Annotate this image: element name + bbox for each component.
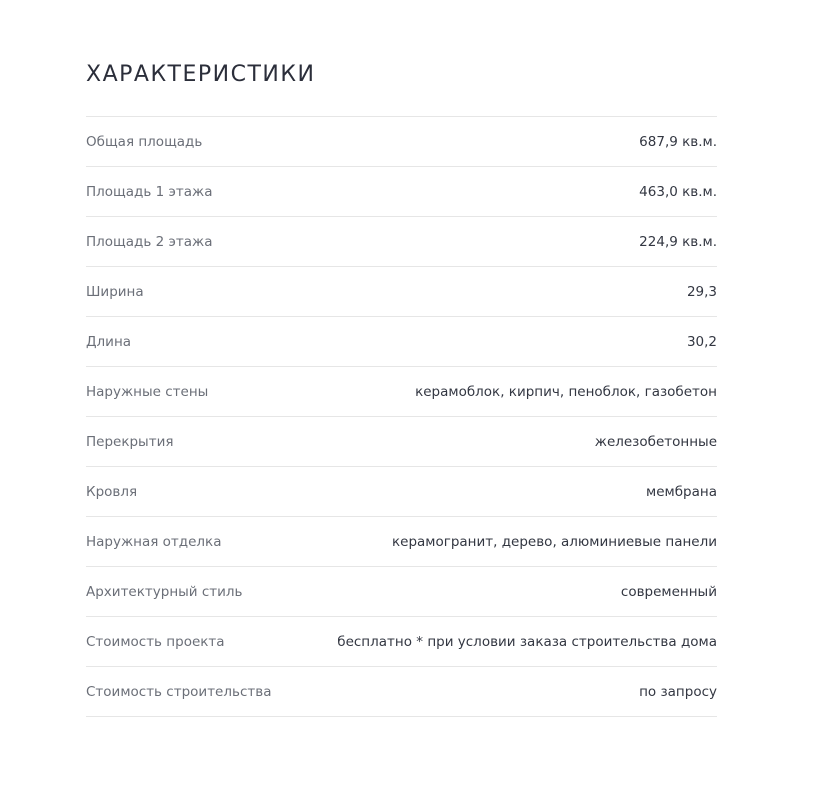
spec-label: Стоимость строительства (86, 683, 272, 700)
spec-value: 224,9 кв.м. (639, 233, 717, 250)
spec-value: железобетонные (594, 433, 717, 450)
spec-value: 687,9 кв.м. (639, 133, 717, 150)
section-title: ХАРАКТЕРИСТИКИ (86, 62, 316, 87)
spec-label: Площадь 1 этажа (86, 183, 213, 200)
spec-value: 463,0 кв.м. (639, 183, 717, 200)
spec-row-construction-cost (86, 667, 717, 717)
spec-value: 30,2 (686, 333, 717, 350)
spec-label: Площадь 2 этажа (86, 233, 213, 250)
spec-label: Общая площадь (86, 133, 203, 150)
spec-row-exterior-walls (86, 367, 717, 417)
spec-label: Кровля (86, 483, 138, 500)
spec-label: Длина (86, 333, 132, 350)
spec-value: современный (620, 583, 717, 600)
spec-value: керамоблок, кирпич, пеноблок, газобетон (415, 383, 717, 400)
spec-row-length (86, 317, 717, 367)
spec-value: керамогранит, дерево, алюминиевые панели (391, 533, 717, 550)
spec-value: бесплатно * при условии заказа строительства дома (337, 633, 717, 650)
spec-row-floor2-area (86, 217, 717, 267)
spec-label: Архитектурный стиль (86, 583, 243, 600)
spec-value: мембрана (646, 483, 717, 500)
spec-row-width (86, 267, 717, 317)
spec-value: по запросу (639, 683, 717, 700)
spec-label: Ширина (86, 283, 144, 300)
spec-row-roof (86, 467, 717, 517)
spec-row-floors (86, 417, 717, 467)
spec-label: Наружная отделка (86, 533, 222, 550)
spec-label: Перекрытия (86, 433, 174, 450)
spec-row-project-cost (86, 617, 717, 667)
spec-row-total-area (86, 117, 717, 167)
specs-table (86, 116, 717, 717)
spec-value: 29,3 (686, 283, 717, 300)
spec-label: Наружные стены (86, 383, 209, 400)
spec-label: Стоимость проекта (86, 633, 225, 650)
spec-row-exterior-finish (86, 517, 717, 567)
spec-row-architectural-style (86, 567, 717, 617)
spec-row-floor1-area (86, 167, 717, 217)
